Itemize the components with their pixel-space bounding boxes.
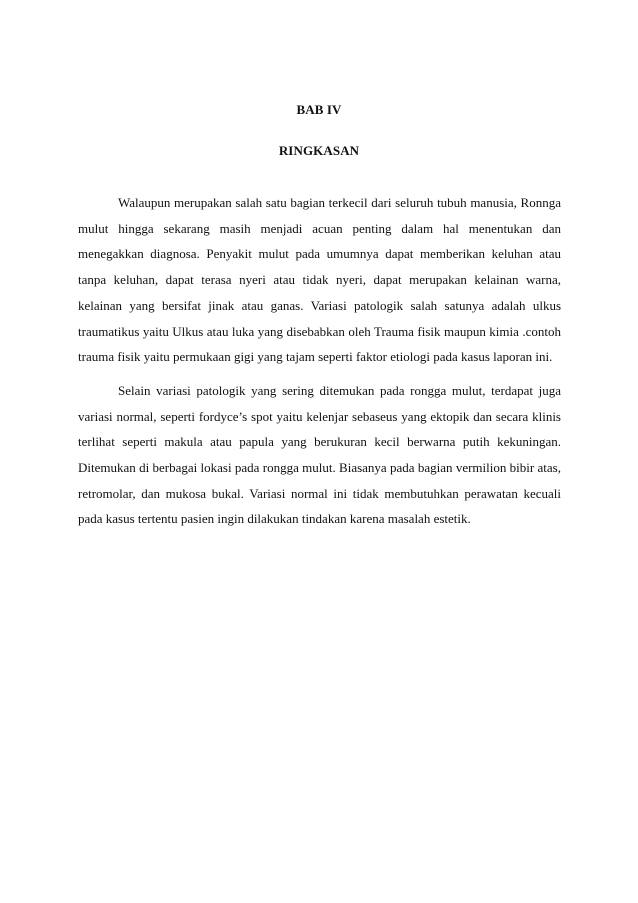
paragraph: Selain variasi patologik yang sering ditemukan pada rongga mulut, terdapat juga variasi normal, seperti fordyce’s spot yaitu kelenjar sebaseus yang ektopik dan secara klinis terlihat seperti makula atau papula yang berukuran kecil berwarna putih kekuningan. Ditemukan di berbagai lokasi pada rongga mulut. Biasanya pada bagian vermilion bibir atas, retromolar, dan mukosa bukal. Variasi normal ini tidak membutuhkan perawatan kecuali pada kasus tertentu pasien ingin dilakukan tindakan karena masalah estetik.	[78, 382, 561, 527]
body-text	[78, 190, 561, 540]
paragraph: Walaupun merupakan salah satu bagian terkecil dari seluruh tubuh manusia, Ronnga mulut hingga sekarang masih menjadi acuan penting dalam hal menentukan dan menegakkan diagnosa. Penyakit mulut pada umumnya dapat memberikan keluhan atau tanpa keluhan, dapat terasa nyeri atau tidak nyeri, dapat merupakan kelainan warna, kelainan yang bersifat jinak atau ganas. Variasi patologik salah satunya adalah ulkus traumatikus yaitu Ulkus atau luka yang disebabkan oleh Trauma fisik maupun kimia .contoh trauma fisik yaitu permukaan gigi yang tajam seperti faktor etiologi pada kasus laporan ini.	[78, 195, 561, 365]
chapter-number: BAB IV	[296, 102, 342, 117]
chapter-title: RINGKASAN	[278, 143, 360, 158]
